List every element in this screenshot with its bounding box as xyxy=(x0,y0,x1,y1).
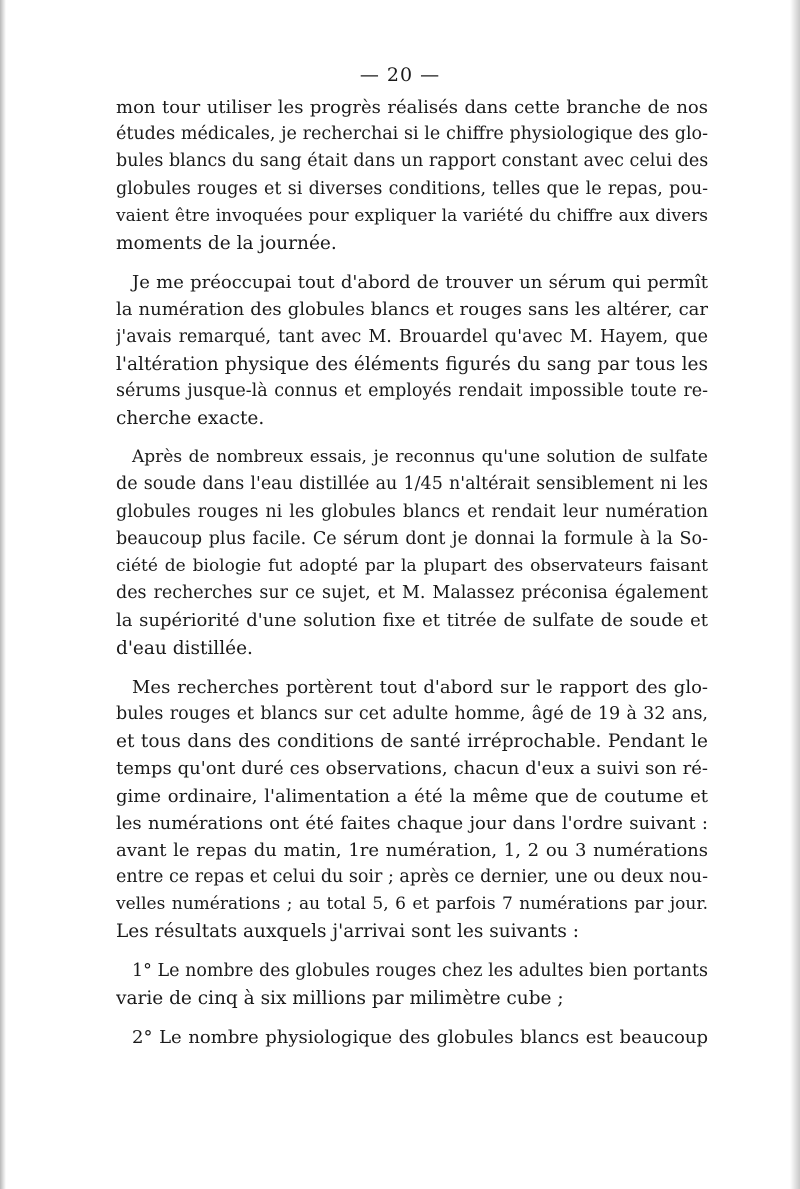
text-line: globules rouges ni les globules blancs et rendait leur numération xyxy=(116,501,708,522)
text-line: bules blancs du sang était dans un rapport constant avec celui des xyxy=(116,151,708,172)
text-line: beaucoup plus facile. Ce sérum dont je donnai la formule à la So- xyxy=(116,528,708,549)
text-line: les numérations ont été faites chaque jour dans l'ordre suivant : xyxy=(116,812,708,834)
list-item xyxy=(116,958,708,1012)
page-edge-shadow-left xyxy=(0,0,6,1189)
text-line: d'eau distillée. xyxy=(116,637,253,659)
text-line: études médicales, je recherchai si le chiffre physiologique des glo- xyxy=(116,124,708,145)
text-line: sérums jusque-là connus et employés rendait impossible toute re- xyxy=(116,380,708,401)
text-line: Mes recherches portèrent tout d'abord sur le rapport des glo- xyxy=(132,676,708,698)
body-text xyxy=(116,94,708,1051)
text-line: gime ordinaire, l'alimentation a été la même que de coutume et xyxy=(116,785,708,807)
text-line: la numération des globules blancs et rouges sans les altérer, car xyxy=(116,299,708,321)
text-line: globules rouges et si diverses conditions, telles que le repas, pou- xyxy=(116,178,708,199)
text-line: varie de cinq à six millions par milimètre cube ; xyxy=(116,987,564,1009)
text-line: vaient être invoquées pour expliquer la variété du chiffre aux divers xyxy=(116,205,708,226)
text-line: la supériorité d'une solution fixe et titrée de sulfate de soude et xyxy=(116,610,708,632)
paragraph xyxy=(116,269,708,432)
paragraph xyxy=(116,94,708,257)
text-line: 1° Le nombre des globules rouges chez les adultes bien portants xyxy=(132,960,708,981)
text-line: Je me préoccupai tout d'abord de trouver un sérum qui permît xyxy=(132,272,708,294)
text-line: cherche exacte. xyxy=(116,408,265,430)
text-line: j'avais remarqué, tant avec M. Brouardel qu'avec M. Hayem, que xyxy=(116,326,708,347)
text-line: des recherches sur ce sujet, et M. Malassez préconisa également xyxy=(116,583,708,604)
text-line: l'altération physique des éléments figurés du sang par tous les xyxy=(116,353,708,375)
text-line: moments de la journée. xyxy=(116,232,337,254)
text-line: bules rouges et blancs sur cet adulte homme, âgé de 19 à 32 ans, xyxy=(116,703,708,724)
text-line: entre ce repas et celui du soir ; après ce dernier, une ou deux nou- xyxy=(116,867,708,888)
page-number: — 20 — xyxy=(359,64,441,86)
text-line: Après de nombreux essais, je reconnus qu'une solution de sulfate xyxy=(132,447,708,468)
text-line: avant le repas du matin, 1re numération, 1, 2 ou 3 numérations xyxy=(116,839,708,861)
text-line: Les résultats auxquels j'arrivai sont les suivants : xyxy=(116,921,579,943)
text-line: mon tour utiliser les progrès réalisés dans cette branche de nos xyxy=(116,97,708,118)
text-line: 2° Le nombre physiologique des globules blancs est beaucoup xyxy=(132,1027,708,1048)
list-item xyxy=(116,1024,708,1051)
text-line: temps qu'ont duré ces observations, chacun d'eux a suivi son ré- xyxy=(116,758,708,780)
text-line: velles numérations ; au total 5, 6 et parfois 7 numérations par jour. xyxy=(116,894,708,915)
paragraph xyxy=(116,674,708,946)
text-line: et tous dans des conditions de santé irréprochable. Pendant le xyxy=(116,731,708,753)
page-edge-shadow-right xyxy=(790,0,800,1189)
text-line: ciété de biologie fut adopté par la plupart des observateurs faisant xyxy=(116,556,708,576)
paragraph xyxy=(116,444,708,662)
text-line: de soude dans l'eau distillée au 1/45 n'altérait sensiblement ni les xyxy=(116,474,708,495)
